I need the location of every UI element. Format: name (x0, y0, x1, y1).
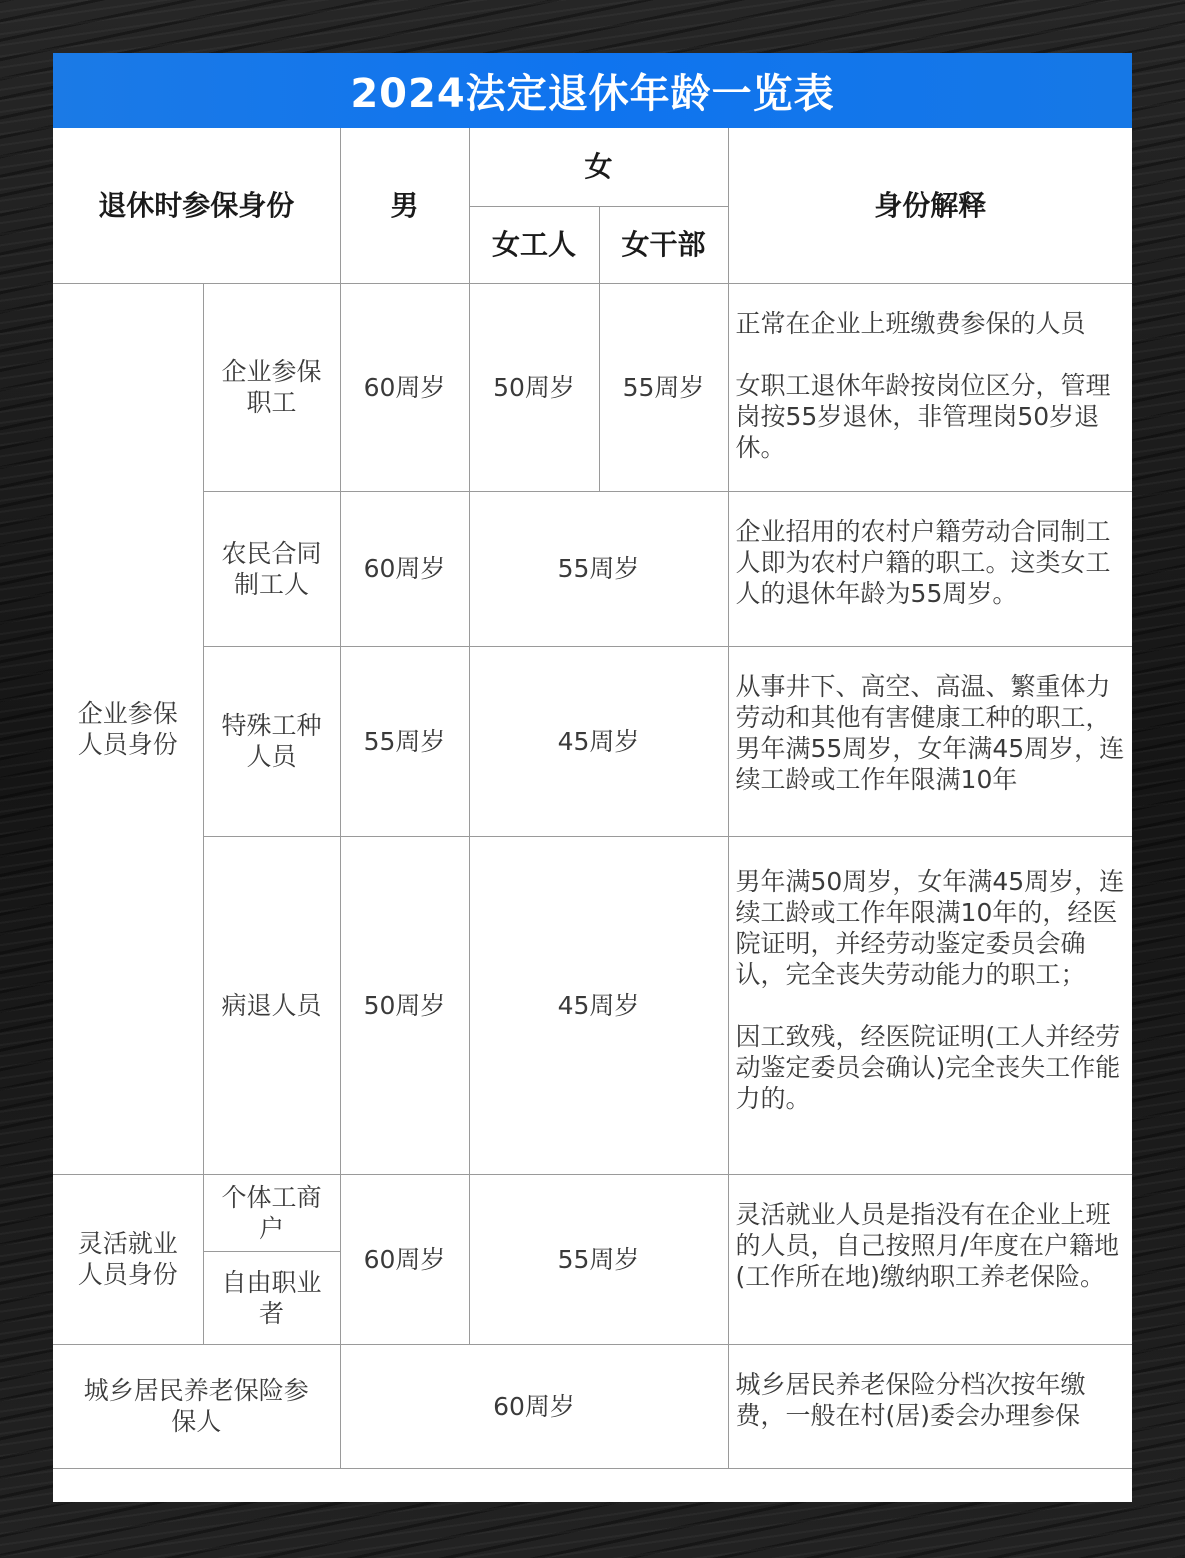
page-title: 2024法定退休年龄一览表 (350, 71, 835, 117)
explanation-cell (728, 836, 1132, 1174)
row-label (203, 1251, 340, 1344)
header-identity: 退休时参保身份 (53, 128, 340, 283)
female-age: 55周岁 (469, 491, 728, 646)
table-row (53, 1344, 1132, 1468)
male-age: 55周岁 (340, 646, 469, 836)
explanation-cell (728, 491, 1132, 646)
header-male: 男 (340, 128, 469, 283)
explanation-cell (728, 283, 1132, 491)
female-worker-age: 50周岁 (469, 283, 599, 491)
female-age: 55周岁 (469, 1174, 728, 1344)
group-enterprise-label: 企业参保人员身份 (77, 698, 178, 759)
explanation-text: 企业招用的农村户籍劳动合同制工人即为农村户籍的职工。这类女工人的退休年龄为55周岁。 (735, 516, 1111, 608)
explanation-text: 城乡居民养老保险分档次按年缴费，一般在村(居)委会办理参保 (735, 1369, 1086, 1430)
row-label-text: 特殊工种人员 (221, 711, 322, 771)
group-flexible (53, 1174, 203, 1344)
table-row (53, 283, 1132, 491)
row-label: 病退人员 (203, 836, 340, 1174)
explanation-cell (728, 1174, 1132, 1344)
header-explanation: 身份解释 (728, 128, 1132, 283)
table-header-row (53, 128, 1132, 206)
row-label (203, 283, 340, 491)
row-label-text: 企业参保职工 (221, 357, 322, 417)
row-label-text: 自由职业者 (221, 1267, 322, 1328)
group-resident (53, 1344, 340, 1468)
table-row (53, 646, 1132, 836)
explanation-text: 正常在企业上班缴费参保的人员 (735, 308, 1086, 338)
explanation-text: 女职工退休年龄按岗位区分，管理岗按55岁退休，非管理岗50岁退休。 (735, 370, 1111, 462)
header-female-worker: 女工人 (469, 206, 599, 283)
female-age: 45周岁 (469, 836, 728, 1174)
male-age: 50周岁 (340, 836, 469, 1174)
table-row (53, 491, 1132, 646)
title-banner (53, 53, 1132, 128)
female-age: 45周岁 (469, 646, 728, 836)
explanation-text: 从事井下、高空、高温、繁重体力劳动和其他有害健康工种的职工，男年满55周岁，女年满45周岁，连续工龄或工作年限满10年 (735, 671, 1125, 794)
male-age: 60周岁 (340, 491, 469, 646)
male-age: 60周岁 (340, 1174, 469, 1344)
explanation-cell (728, 1344, 1132, 1468)
explanation-text: 灵活就业人员是指没有在企业上班的人员，自己按照月/年度在户籍地(工作所在地)缴纳职工养老保险。 (735, 1199, 1119, 1291)
explanation-text: 因工致残，经医院证明(工人并经劳动鉴定委员会确认)完全丧失工作能力的。 (735, 1021, 1121, 1113)
table-row (53, 836, 1132, 1174)
explanation-text: 男年满50周岁，女年满45周岁，连续工龄或工作年限满10年的，经医院证明，并经劳动鉴定委员会确认，完全丧失劳动能力的职工； (735, 866, 1125, 989)
female-cadre-age: 55周岁 (599, 283, 728, 491)
group-resident-label: 城乡居民养老保险参保人 (83, 1376, 309, 1436)
explanation-cell (728, 646, 1132, 836)
row-label (203, 1174, 340, 1251)
table-row (53, 1174, 1132, 1251)
group-enterprise (53, 283, 203, 1174)
row-label-text: 农民合同制工人 (221, 538, 322, 599)
row-label (203, 646, 340, 836)
header-female-cadre: 女干部 (599, 206, 728, 283)
retirement-age-table (53, 128, 1132, 1469)
retirement-age-card (53, 53, 1132, 1502)
row-label (203, 491, 340, 646)
male-age: 60周岁 (340, 283, 469, 491)
header-female: 女 (469, 128, 728, 206)
row-label-text: 个体工商户 (221, 1182, 322, 1243)
resident-age: 60周岁 (340, 1344, 728, 1468)
group-flexible-label: 灵活就业人员身份 (77, 1229, 178, 1289)
